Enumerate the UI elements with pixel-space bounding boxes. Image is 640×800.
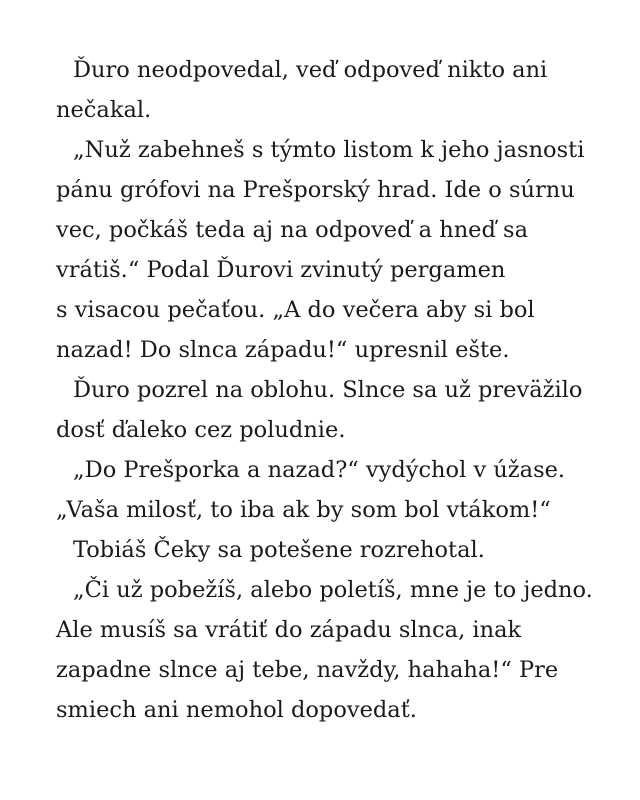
text-line: nazad! Do slnca západu!“ upresnil ešte.	[56, 337, 510, 363]
text-line: „Či už pobežíš, alebo poletíš, mne je to jedno.	[73, 577, 593, 603]
text-line: „Do Prešporka a nazad?“ vydýchol v úžase.	[73, 457, 566, 483]
text-line: dosť ďaleko cez poludnie.	[56, 417, 346, 443]
text-line: Ďuro pozrel na oblohu. Slnce sa už preväžilo	[73, 377, 583, 403]
text-line: vec, počkáš teda aj na odpoveď a hneď sa	[56, 217, 529, 243]
text-line: „Nuž zabehneš s týmto listom k jeho jasnosti	[73, 137, 585, 163]
text-line: Tobiáš Čeky sa potešene rozrehotal.	[73, 537, 485, 563]
text-line: Ďuro neodpovedal, veď odpoveď nikto ani	[73, 57, 548, 83]
text-line: „Vaša milosť, to iba ak by som bol vtákom!“	[56, 497, 551, 523]
text-line: smiech ani nemohol dopovedať.	[56, 697, 417, 723]
text-line: vrátiš.“ Podal Ďurovi zvinutý pergamen	[56, 257, 506, 283]
page-text	[56, 50, 596, 730]
text-line: s visacou pečaťou. „A do večera aby si bol	[56, 297, 535, 323]
text-line: zapadne slnce aj tebe, navždy, hahaha!“ Pre	[56, 657, 559, 683]
text-line: Ale musíš sa vrátiť do západu slnca, inak	[56, 617, 522, 643]
text-line: pánu grófovi na Prešporský hrad. Ide o súrnu	[56, 177, 575, 203]
text-line: nečakal.	[56, 97, 152, 123]
